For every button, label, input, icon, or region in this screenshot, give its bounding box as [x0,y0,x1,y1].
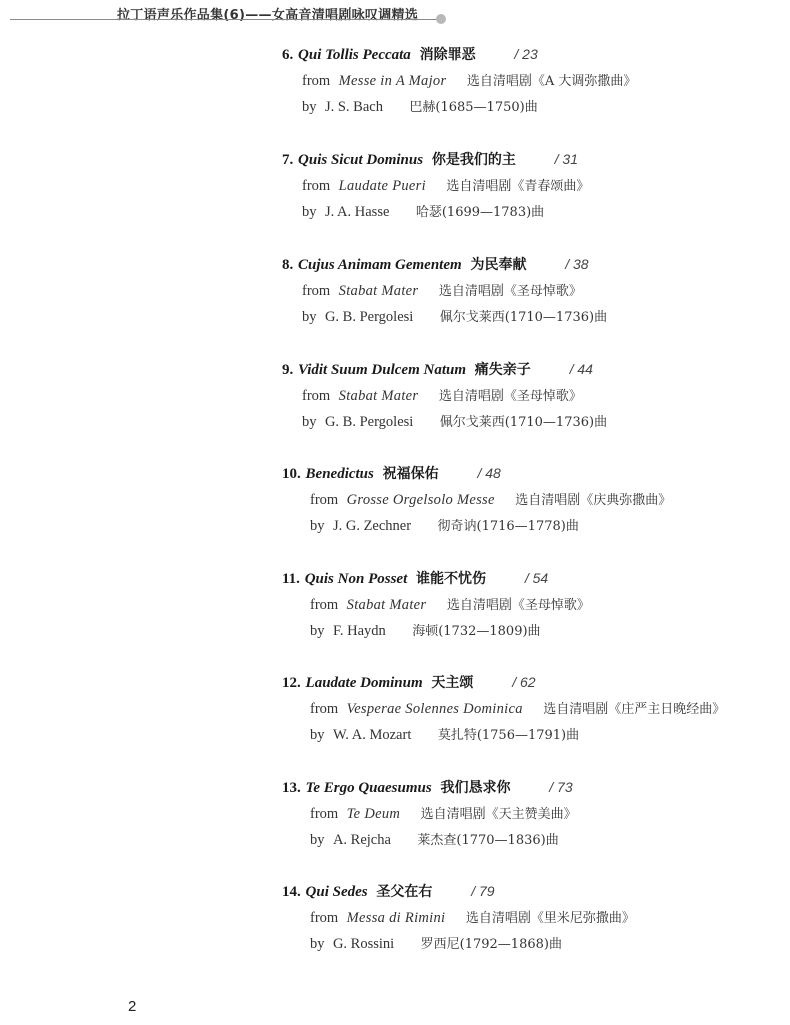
entry-number: 12. [282,675,301,691]
chinese-title: 你是我们的主 [431,152,516,168]
by-label: by [310,623,325,639]
entry-number: 14. [282,884,301,900]
page-reference[interactable]: / 54 [524,570,549,586]
chinese-source: 选自清唱剧《A 大调弥撒曲》 [466,74,637,89]
by-label: by [310,832,325,848]
from-label: from [302,178,331,194]
chinese-title: 我们恳求你 [440,780,511,796]
source-line [282,907,782,933]
page-reference[interactable]: / 44 [569,361,593,377]
latin-title: Quis Sicut Dominus [298,152,424,168]
from-label: from [310,597,339,613]
chinese-title: 痛失亲子 [474,362,531,378]
source-line [282,698,782,724]
chinese-composer: 莱杰查(1770—1836)曲 [417,833,559,848]
toc-entry[interactable] [282,881,782,959]
composer-name: G. B. Pergolesi [324,309,414,325]
source-line [282,803,782,829]
page-number: 2 [128,998,137,1015]
entry-number: 7. [282,152,294,168]
composer-name: W. A. Mozart [332,727,412,743]
chinese-composer: 海顿(1732—1809)曲 [412,624,541,639]
chinese-title: 消除罪恶 [419,47,476,63]
by-label: by [310,936,325,952]
composer-line [282,620,782,646]
source-work: Vesperae Solennes Dominica [346,701,523,717]
source-work: Te Deum [346,806,401,822]
from-label: from [302,283,331,299]
composer-line [282,724,782,750]
composer-line [282,933,782,959]
chinese-composer: 巴赫(1685—1750)曲 [409,100,538,115]
chinese-source: 选自清唱剧《庆典弥撒曲》 [515,493,672,508]
source-work: Stabat Mater [346,597,427,613]
chinese-title: 圣父在右 [376,884,433,900]
entry-number: 9. [282,362,294,378]
page-reference[interactable]: / 31 [554,151,578,167]
by-label: by [302,309,317,325]
composer-line [282,515,782,541]
latin-title: Quis Non Posset [304,571,408,587]
source-line [282,280,782,306]
chinese-title: 天主颂 [431,675,474,691]
composer-line [282,306,782,332]
entry-number: 13. [282,780,301,796]
by-label: by [302,204,317,220]
composer-name: J. G. Zechner [332,518,412,534]
by-label: by [310,727,325,743]
source-work: Stabat Mater [338,388,419,404]
from-label: from [310,806,339,822]
toc-entry[interactable] [282,149,782,227]
entry-number: 6. [282,47,294,63]
toc-entry[interactable] [282,672,782,750]
chinese-title: 祝福保佑 [382,466,439,482]
chinese-title: 谁能不忧伤 [416,571,487,587]
composer-line [282,411,782,437]
source-work: Stabat Mater [338,283,419,299]
from-label: from [302,388,331,404]
toc-entry[interactable] [282,568,782,646]
chinese-source: 选自清唱剧《里米尼弥撒曲》 [465,911,635,926]
chinese-source: 选自清唱剧《圣母悼歌》 [438,284,582,299]
from-label: from [310,492,339,508]
chinese-composer: 哈瑟(1699—1783)曲 [415,205,545,220]
page-reference[interactable]: / 23 [514,46,538,62]
by-label: by [310,518,325,534]
page-reference[interactable]: / 79 [471,883,495,899]
chinese-title: 为民奉献 [470,257,527,273]
source-line [282,489,782,515]
chinese-source: 选自清唱剧《天主赞美曲》 [420,807,577,822]
latin-title: Vidit Suum Dulcem Natum [298,362,466,378]
page-reference[interactable]: / 38 [565,256,589,272]
source-work: Messe in A Major [338,73,447,89]
latin-title: Qui Sedes [305,884,368,900]
source-line [282,385,782,411]
source-work: Grosse Orgelsolo Messe [346,492,495,508]
composer-name: A. Rejcha [332,832,391,848]
from-label: from [302,73,331,89]
by-label: by [302,414,317,430]
from-label: from [310,701,339,717]
composer-line [282,201,782,227]
chinese-composer: 佩尔戈莱西(1710—1736)曲 [439,310,608,325]
latin-title: Qui Tollis Peccata [298,47,411,63]
toc-entry[interactable] [282,254,782,332]
latin-title: Laudate Dominum [305,675,423,691]
page-reference[interactable]: / 73 [549,779,573,795]
latin-title: Te Ergo Quaesumus [305,780,432,796]
toc-entry[interactable] [282,463,782,541]
latin-title: Benedictus [305,466,374,482]
composer-name: J. A. Hasse [324,204,390,220]
composer-line [282,96,782,122]
book-title: 拉丁语声乐作品集(6)——女高音清唱剧咏叹调精选 [117,8,419,23]
latin-title: Cujus Animam Gementem [298,257,462,273]
composer-line [282,829,782,855]
chinese-source: 选自清唱剧《圣母悼歌》 [446,598,590,613]
chinese-composer: 罗西尼(1792—1868)曲 [420,937,562,952]
source-line [282,70,782,96]
source-line [282,175,782,201]
composer-name: J. S. Bach [324,99,383,115]
toc-entry[interactable] [282,44,782,122]
composer-name: G. B. Pergolesi [324,414,414,430]
source-work: Laudate Pueri [338,178,426,194]
entry-number: 10. [282,466,301,482]
toc-entry[interactable] [282,359,782,437]
entry-number: 11. [282,571,300,587]
page-reference[interactable]: / 48 [477,465,501,481]
chinese-source: 选自清唱剧《庄严主日晚经曲》 [543,702,726,717]
chinese-source: 选自清唱剧《圣母悼歌》 [438,389,582,404]
composer-name: F. Haydn [332,623,386,639]
entry-number: 8. [282,257,294,273]
chinese-composer: 彻奇讷(1716—1778)曲 [437,519,579,534]
by-label: by [302,99,317,115]
source-work: Messa di Rimini [346,910,446,926]
chinese-source: 选自清唱剧《青春颂曲》 [446,179,590,194]
page-reference[interactable]: / 62 [512,674,536,690]
chinese-composer: 莫扎特(1756—1791)曲 [437,728,580,743]
from-label: from [310,910,339,926]
chinese-composer: 佩尔戈莱西(1710—1736)曲 [439,415,608,430]
toc-entry[interactable] [282,777,782,855]
source-line [282,594,782,620]
composer-name: G. Rossini [332,936,395,952]
